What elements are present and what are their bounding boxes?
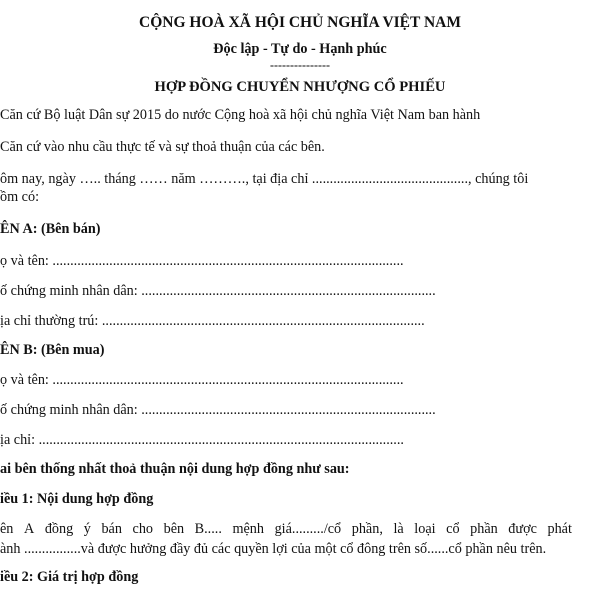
article-1-word: đồng (44, 521, 74, 537)
party-b-heading: ÊN B: (Bên mua) (0, 342, 105, 358)
agreement-statement: ai bên thống nhất thoả thuận nội dung hợp đồng như sau: (0, 461, 350, 477)
article-1-word: loại (414, 521, 436, 537)
article-1-word: giá........./cổ (274, 521, 342, 537)
article-1-word: phần, (351, 521, 383, 537)
article-1-line-2: ành ................và được hưởng đầy đủ các quyền lợi của một cổ đông trên số......cổ phần nêu trên. (0, 541, 547, 557)
article-1-word: cổ (446, 521, 460, 537)
article-1-word: cho (132, 521, 154, 537)
contract-title: HỢP ĐỒNG CHUYỂN NHƯỢNG CỔ PHIẾU (154, 79, 446, 95)
party-b-address: ịa chỉ: ....................................................................................................... (0, 432, 404, 448)
motto: Độc lập - Tự do - Hạnh phúc (213, 41, 387, 57)
party-a-id: ố chứng minh nhân dân: ................................................................................... (0, 283, 436, 299)
separator: --------------- (270, 58, 330, 72)
party-b-id: ố chứng minh nhân dân: ................................................................................... (0, 402, 436, 418)
article-1-word: phần (470, 521, 498, 537)
basis-civil-code: Căn cứ Bộ luật Dân sự 2015 do nước Cộng hoà xã hội chủ nghĩa Việt Nam ban hành (0, 107, 481, 123)
article-1-word: được (508, 521, 537, 537)
party-b-name: ọ và tên: ................................................................................................... (0, 372, 404, 388)
article-1-word: A (23, 521, 35, 537)
article-1-word: phát (547, 521, 572, 537)
republic-heading: CỘNG HOÀ XÃ HỘI CHỦ NGHĨA VIỆT NAM (139, 14, 461, 31)
party-a-address: ịa chỉ thường trú: ........................................................................................... (0, 313, 425, 329)
article-1-word: ý (83, 521, 91, 537)
date-place-line: ôm nay, ngày ….. tháng …… năm ………., tại địa chỉ ............................................, chúng tôi (0, 171, 529, 187)
article-1-word: mệnh (232, 521, 264, 537)
article-1-line-1 (0, 520, 572, 538)
party-a-name: ọ và tên: ................................................................................................... (0, 253, 404, 269)
basis-agreement: Căn cứ vào nhu cầu thực tế và sự thoả thuận của các bên. (0, 139, 325, 155)
article-1-word: bán (101, 521, 122, 537)
article-1-word: là (393, 521, 404, 537)
article-1-word: ên (0, 521, 14, 537)
party-a-heading: ÊN A: (Bên bán) (0, 221, 101, 237)
article-1-word: B..... (194, 521, 222, 537)
article-1-heading: iều 1: Nội dung hợp đồng (0, 491, 154, 507)
article-1-word: bên (163, 521, 185, 537)
participants-line: ồm có: (0, 189, 40, 205)
article-2-heading: iều 2: Giá trị hợp đồng (0, 569, 139, 585)
